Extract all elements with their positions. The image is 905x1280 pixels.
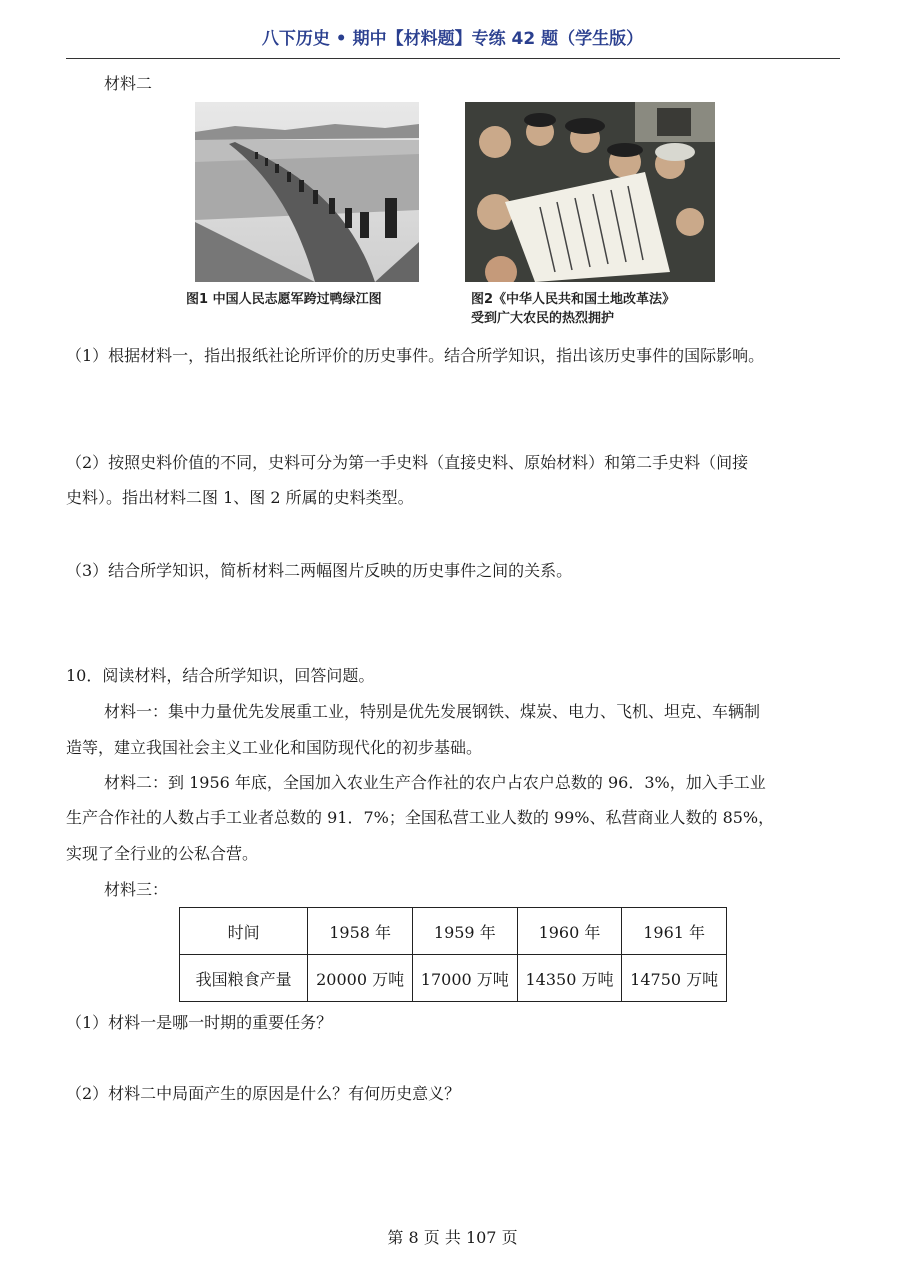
material-two-label: 材料二: [104, 74, 153, 93]
q10-material3-label: 材料三：: [104, 880, 169, 899]
q9-sub3: （3）结合所学知识，简析材料二两幅图片反映的历史事件之间的关系。: [66, 561, 573, 580]
figure2-caption-line2: 受到广大农民的热烈拥护: [471, 311, 615, 326]
q10-sub1: （1）材料一是哪一时期的重要任务？: [66, 1013, 333, 1032]
q10-material2-line2: 生产合作社的人数占手工业者总数的 91．7%；全国私营工业人数的 99%、私营商业人数的 85%，: [66, 808, 775, 827]
q9-sub2-line2: 史料）。指出材料二图 1、图 2 所属的史料类型。: [66, 488, 414, 507]
q10-material1-line2: 造等，建立我国社会主义工业化和国防现代化的初步基础。: [66, 738, 483, 757]
table-cell: 14750 万吨: [622, 955, 727, 1002]
q9-sub1: （1）根据材料一，指出报纸社论所评价的历史事件。结合所学知识，指出该历史事件的国际影响。: [66, 346, 765, 365]
table-cell: 20000 万吨: [308, 955, 413, 1002]
header-title: 八下历史 • 期中【材料题】专练 42 题（学生版）: [261, 29, 644, 49]
figure2-land-reform-crowd-image: [465, 102, 715, 282]
q10-intro: 10．阅读材料，结合所学知识，回答问题。: [66, 666, 375, 685]
table-cell: 1961 年: [622, 908, 727, 955]
table-cell: 1959 年: [412, 908, 517, 955]
table-row: [180, 908, 727, 955]
figure1-river-crossing-image: [195, 102, 419, 282]
q10-material1-line1: 材料一：集中力量优先发展重工业，特别是优先发展钢铁、煤炭、电力、飞机、坦克、车辆制: [104, 702, 761, 721]
q10-material2-line3: 实现了全行业的公私合营。: [66, 844, 259, 863]
table-row: [180, 955, 727, 1002]
table-cell: 我国粮食产量: [180, 955, 308, 1002]
page-footer: 第 8 页 共 107 页: [387, 1228, 518, 1247]
figure1-caption: 图1 中国人民志愿军跨过鸭绿江图: [186, 292, 382, 307]
table-cell: 时间: [180, 908, 308, 955]
figure2-photo: [465, 102, 715, 282]
header-divider: [66, 58, 840, 59]
q10-sub2: （2）材料二中局面产生的原因是什么？有何历史意义？: [66, 1084, 461, 1103]
table-cell: 1960 年: [517, 908, 622, 955]
figure2-caption-line1: 图2《中华人民共和国土地改革法》: [471, 292, 676, 307]
grain-output-table: [179, 907, 727, 1002]
figure1-photo: [195, 102, 419, 282]
table-cell: 17000 万吨: [412, 955, 517, 1002]
q9-sub2-line1: （2）按照史料价值的不同，史料可分为第一手史料（直接史料、原始材料）和第二手史料（间接: [66, 453, 749, 472]
table-cell: 14350 万吨: [517, 955, 622, 1002]
q10-material2-line1: 材料二：到 1956 年底，全国加入农业生产合作社的农户占农户总数的 96．3%，加入手工业: [104, 773, 766, 792]
table-cell: 1958 年: [308, 908, 413, 955]
